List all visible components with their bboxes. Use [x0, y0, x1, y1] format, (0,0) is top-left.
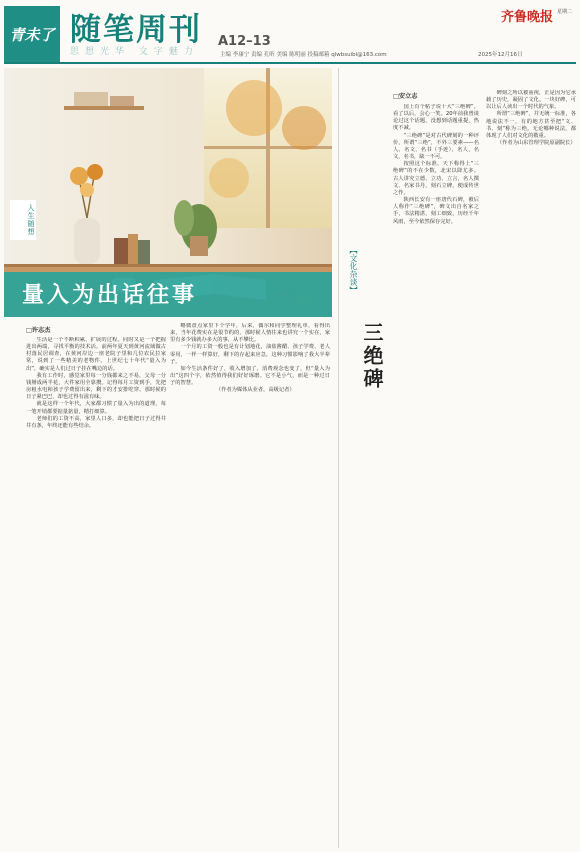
column-divider [338, 68, 339, 848]
culture-column-1 [393, 104, 479, 848]
paragraph: 老师们的工资不高，家里人口多，却也能把日子过得井井有条，年终还能有些结余。 [26, 415, 166, 429]
paragraph: 就是这样一个年代，大家都习惯了量入为出的道理，每一笔开销都要掂量掂量，精打细算。 [26, 401, 166, 415]
newspaper-brand: 齐鲁晚报 [501, 10, 554, 25]
paragraph: “三绝碑”是对古代碑刻的一种评价，所谓“三绝”，不外三要素——名人、名文、名书（手迹），名人，名文，名书，缺一不可。 [393, 132, 479, 161]
logo-text: 青未了 [9, 25, 55, 44]
paragraph: 略微盘点家里下个学年，后来，偶尔和同学整理礼单，看得出来，当年花费实在是很节约的，那时候人情往来也讲究一个实在，家里有多少钱就办多大的事，从不攀比。 [170, 323, 330, 344]
masthead-logo [4, 6, 60, 62]
feature-headline: 量入为出话往事 [22, 282, 198, 308]
culture-column-2 [486, 90, 576, 848]
culture-byline: □安立志 [393, 93, 418, 100]
page-code: A12–13 [218, 34, 271, 49]
header-rule [4, 62, 576, 64]
paragraph: 一个月的工资一般也是有计划地花，油盐酱醋、孩子学费、老人零用，一样一样算好，剩下的存起来应急，这种习惯影响了我大半辈子。 [170, 344, 330, 365]
motto: 思想光华 文字魅力 [70, 47, 199, 57]
page-title: 随笔周刊 [70, 12, 202, 48]
column-tag: 人生随想 [10, 200, 36, 240]
paragraph: 按照这个标准，天下称得上“三绝碑”的不在少数，北宋以降尤多。古人讲究立德、立功、立言，名人撰文、名家书丹，刻石立碑，便成传世之作。 [393, 161, 479, 196]
paragraph: 国上有个帖子说十大“三绝碑”。看了以后，会心一笑。20年前我曾谈论过这个话题，没想到话题重提，热度不减。 [393, 104, 479, 132]
section-tag: 【文化杂谈】 [349, 246, 358, 294]
paragraph: 如今生活条件好了，收入增加了，消费观念也变了，但“量入为出”这四个字，依然值得我们好好琢磨。它不是小气，而是一种过日子的智慧。 [170, 365, 330, 387]
paragraph: 陕西长安有一座唐代石碑，被后人称作“三绝碑”，碑文出自名家之手，书法精湛，刻工细致，历经千年风雨，至今依然保存完好。 [393, 197, 479, 225]
author-note: （作者为山东管理学院原副院长） [496, 140, 576, 147]
paragraph: 生活是一个不断积累、扩展的过程。同时又是一个把握进出两端，寻找平衡的技术活。前两年夏天到黄河流域做古村落民居调查，在黄河岸边一座老院子里和几位农民拉家常，说到了一些精美的老物件。上世纪七十年代“量入为出”，确实是人们过日子挂在嘴边的话。 [26, 337, 166, 372]
issue-date: 2025年12月16日 [478, 52, 523, 58]
paragraph: 所谓“三绝碑”，并无统一标准，各地说法不一，有的地方甚至把“文、书、刻”称为三绝。无论哪种说法，都体现了人们对文化的敬重。 [486, 111, 576, 139]
paragraph: 我有工作时，感觉家里每一分钱都来之不易，父母一分钱掰成两半花，大件家用全靠攒。记得每月工资到手，先把房租水电和孩子学费留出来，剩下的才安排吃穿。那时候的日子紧巴巴，却也过得有滋有味。 [26, 372, 166, 401]
feature-column-middle [170, 323, 330, 843]
feature-column-left [26, 337, 166, 845]
feature-byline: □许志杰 [26, 327, 51, 334]
culture-headline: 三绝碑 [360, 322, 384, 391]
editor-credits: 主编 李康宁 责编 孔昕 美编 陈明丽 投稿邮箱 qlwbsuibi@163.com [220, 52, 387, 58]
author-note: （作者为媒体从业者，高级记者） [215, 387, 295, 394]
paragraph: 碑刻之所以被重视，正是因为它承载了历史，凝固了文化。一块好碑，可以让后人读出一个时代的气象。 [486, 90, 576, 111]
edition-day: 星期二 [557, 9, 573, 15]
